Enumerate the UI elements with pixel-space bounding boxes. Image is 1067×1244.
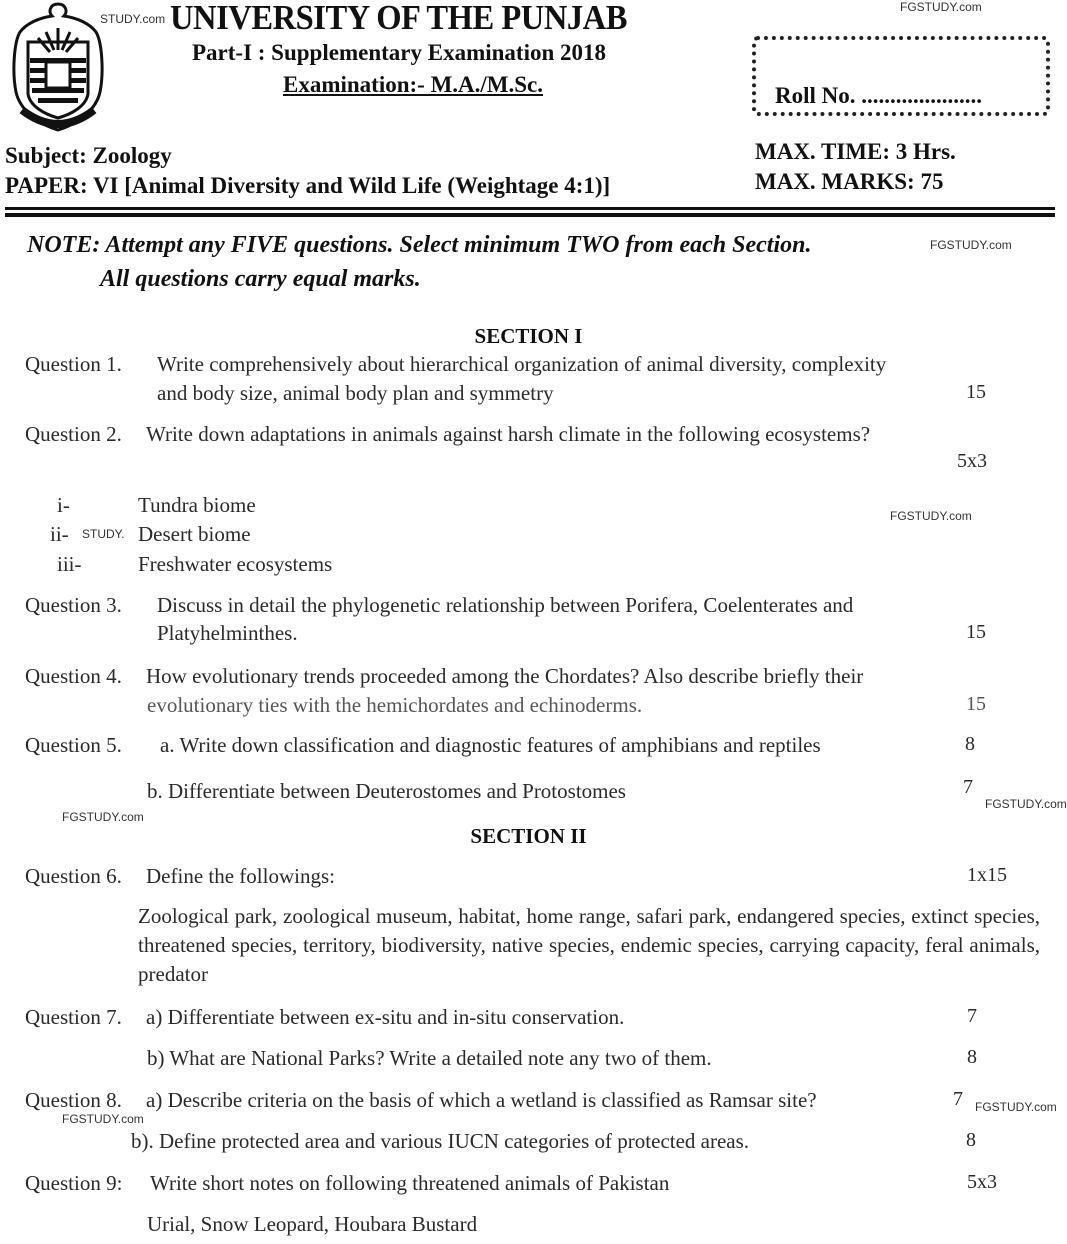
- roll-number-field: Roll No. .....................: [775, 83, 982, 108]
- question-label: Question 6.: [25, 864, 122, 888]
- list-item-number: ii-: [50, 522, 69, 546]
- question-body: Zoological park, zoological museum, habitat, home range, safari park, endangered species, extinct species, threatened species, territory, biodiversity, native species, endemic species, carrying capacity, feral animals, predator: [138, 904, 1040, 986]
- question-label: Question 2.: [25, 422, 122, 446]
- question-part-a: a. Write down classification and diagnostic features of amphibians and reptiles: [160, 733, 821, 757]
- header-divider: [5, 213, 1055, 217]
- question-label: Question 5.: [25, 733, 122, 757]
- list-item-number: i-: [57, 493, 70, 517]
- question-body: Urial, Snow Leopard, Houbara Bustard: [147, 1212, 478, 1236]
- question-label: Question 4.: [25, 664, 122, 688]
- question-marks: 15: [966, 381, 986, 403]
- paper-title: PAPER: VI [Animal Diversity and Wild Life (Weightage 4:1)]: [5, 173, 611, 198]
- university-crest-logo: [8, 2, 108, 134]
- watermark: FGSTUDY.com: [975, 1100, 1057, 1114]
- question-marks: 7: [967, 1005, 977, 1027]
- question-part-b: b. Differentiate between Deuterostomes and Protostomes: [147, 779, 626, 803]
- question-marks: 5x3: [967, 1171, 997, 1193]
- note-line-1: NOTE: Attempt any FIVE questions. Select minimum TWO from each Section.: [27, 232, 812, 258]
- watermark: STUDY.: [82, 527, 125, 541]
- watermark: STUDY.com: [100, 12, 166, 26]
- watermark: FGSTUDY.com: [890, 509, 972, 523]
- question-text: Define the followings:: [146, 864, 335, 888]
- max-time: MAX. TIME: 3 Hrs.: [755, 139, 956, 164]
- watermark: FGSTUDY.com: [930, 238, 1012, 252]
- question-text: evolutionary ties with the hemichordates and echinoderms.: [147, 693, 643, 717]
- subject: Subject: Zoology: [5, 143, 172, 168]
- question-text: Write comprehensively about hierarchical organization of animal diversity, complexity: [157, 352, 887, 376]
- question-marks: 15: [966, 621, 986, 643]
- question-part-a: a) Differentiate between ex-situ and in-situ conservation.: [146, 1005, 625, 1029]
- question-text: and body size, animal body plan and symmetry: [157, 381, 554, 405]
- question-marks: 5x3: [957, 450, 987, 472]
- note-line-2: All questions carry equal marks.: [100, 266, 421, 292]
- question-text: How evolutionary trends proceeded among the Chordates? Also describe briefly their: [146, 664, 864, 688]
- watermark: FGSTUDY.com: [985, 797, 1067, 811]
- question-label: Question 7.: [25, 1005, 122, 1029]
- question-text: Platyhelminthes.: [157, 621, 298, 645]
- watermark: FGSTUDY.com: [62, 810, 144, 824]
- header-divider: [5, 207, 1055, 210]
- max-marks: MAX. MARKS: 75: [755, 169, 944, 194]
- watermark: FGSTUDY.com: [900, 0, 982, 14]
- question-marks: 7: [963, 776, 973, 798]
- section-title: SECTION I: [474, 324, 583, 348]
- question-marks: 15: [966, 693, 986, 715]
- list-item-number: iii-: [57, 552, 82, 576]
- section-title: SECTION II: [470, 824, 587, 848]
- question-marks: 1x15: [967, 864, 1007, 886]
- question-part-b: b). Define protected area and various IUCN categories of protected areas.: [131, 1129, 750, 1153]
- question-part-a: a) Describe criteria on the basis of which a wetland is classified as Ramsar site?: [146, 1088, 817, 1112]
- question-marks: 8: [967, 1046, 977, 1068]
- question-label: Question 8.: [25, 1088, 122, 1112]
- list-item: Freshwater ecosystems: [138, 552, 333, 576]
- university-name: UNIVERSITY OF THE PUNJAB: [170, 0, 627, 37]
- question-text: Discuss in detail the phylogenetic relationship between Porifera, Coelenterates and: [157, 593, 854, 617]
- question-label: Question 1.: [25, 352, 122, 376]
- list-item: Desert biome: [138, 522, 251, 546]
- exam-part: Part-I : Supplementary Examination 2018: [192, 40, 606, 65]
- question-text: Write down adaptations in animals against harsh climate in the following ecosystems?: [146, 422, 871, 446]
- question-part-b: b) What are National Parks? Write a detailed note any two of them.: [147, 1046, 712, 1070]
- question-marks: 8: [965, 733, 975, 755]
- list-item: Tundra biome: [138, 493, 256, 517]
- question-marks: 7: [953, 1088, 963, 1110]
- question-text: Write short notes on following threatened animals of Pakistan: [150, 1171, 670, 1195]
- examination-type: Examination:- M.A./M.Sc.: [283, 72, 544, 97]
- question-label: Question 9:: [25, 1171, 123, 1195]
- question-label: Question 3.: [25, 593, 122, 617]
- question-marks: 8: [966, 1129, 976, 1151]
- watermark: FGSTUDY.com: [62, 1112, 144, 1126]
